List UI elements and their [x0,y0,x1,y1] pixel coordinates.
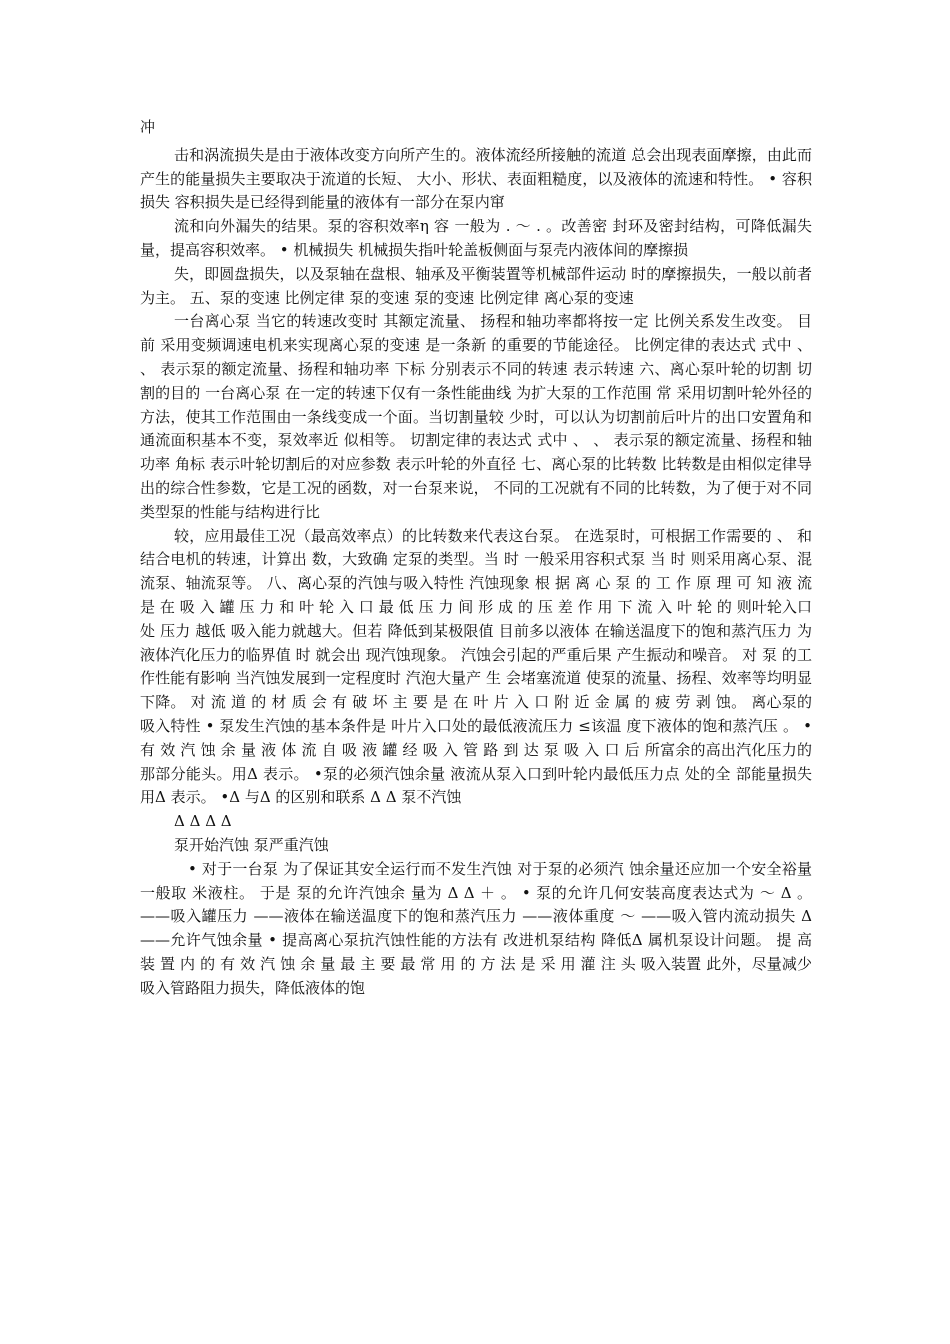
paragraph-8: 泵开始汽蚀 泵严重汽蚀 [174,835,329,854]
paragraph-9: • 对于一台泵 为了保证其安全运行而不发生汽蚀 对于泵的必须汽 蚀余量还应加一个安全裕量 一般取 米液柱。 于是 泵的允许汽蚀余 量为 Δ Δ ＋ 。 • 泵的允许几何安装高度表达式为 ～ Δ 。 ——吸入罐压力 ——液体在输送温度下的饱和蒸汽压力 ——液体重度 ～ ——吸入管内流动损失 Δ ——允许气蚀余量 • 提高离心泵抗汽蚀性能的方法有 改进机泵结构 降低Δ 属机泵设计问题。 提 高 装 置 内 的 有 效 汽 蚀 余 量 最 主 要 最 常 用 的 方 法 是 采 用 灌 注 头 吸入装置 此外，尽量减少吸入管路阻力损失，降低液体的饱 [140,859,812,997]
paragraph-4: 失，即圆盘损失，以及泵轴在盘根、轴承及平衡装置等机械部件运动 时的摩擦损失，一般以前者为主。 五、泵的变速 比例定律 泵的变速 泵的变速 比例定律 离心泵的变速 [140,264,812,307]
paragraph-2: 击和涡流损失是由于液体改变方向所产生的。液体流经所接触的流道 总会出现表面摩擦，由此而产生的能量损失主要取决于流道的长短、 大小、形状、表面粗糙度，以及液体的流速和特性。 • 容积损失 容积损失是已经得到能量的液体有一部分在泵内窜 [140,145,812,212]
document-body [140,116,812,1000]
paragraph-3: 流和向外漏失的结果。泵的容积效率η 容 一般为 . ～ . 。改善密 封环及密封结构，可降低漏失量，提高容积效率。 • 机械损失 机械损失指叶轮盖板侧面与泵壳内液体间的摩擦损 [140,217,812,259]
paragraph-6: 较，应用最佳工况（最高效率点）的比转数来代表这台泵。 在选泵时，可根据工作需要的 、 和结合电机的转速，计算出 数，大致确 定泵的类型。当 时 一般采用容积式泵 当 时 则采用离心泵、混 流泵、轴流泵等。 八、离心泵的汽蚀与吸入特性 汽蚀现象 根 据 离 心 泵 的 工 作 原 理 可 知 液 流 是 在 吸 入 罐 压 力 和 叶 轮 入 口 最 低 压 力 间 形 成 的 压 差 作 用 下 流 入 叶 轮 的 则叶轮入口处 压力 越低 吸入能力就越大。但若 降低到某极限值 目前多以液体 在输送温度下的饱和蒸汽压力 为液体汽化压力的临界值 时 就会出 现汽蚀现象。 汽蚀会引起的严重后果 产生振动和噪音。 对 泵 的工作性能有影响 当汽蚀发展到一定程度时 汽泡大量产 生 会堵塞流道 使泵的流量、扬程、效率等均明显下降。 对 流 道 的 材 质 会 有 破 坏 主 要 是 在 叶 片 入 口 附 近 金 属 的 疲 劳 剥 蚀。 离心泵的吸入特性 • 泵发生汽蚀的基本条件是 叶片入口处的最低液流压力 ≤该温 度下液体的饱和蒸汽压 。 •有 效 汽 蚀 余 量 液 体 流 自 吸 液 罐 经 吸 入 管 路 到 达 泵 吸 入 口 后 所富余的高出汽化压力的那部分能头。用Δ 表示。 •泵的必须汽蚀余量 液流从泵入口到叶轮内最低压力点 处的全 部能量损失 用Δ 表示。 •Δ 与Δ 的区别和联系 Δ Δ 泵不汽蚀 [140,526,812,807]
paragraph-5: 一台离心泵 当它的转速改变时 其额定流量、 扬程和轴功率都将按一定 比例关系发生改变。 目前 采用变频调速电机来实现离心泵的变速 是一条新 的重要的节能途径。 比例定律的表达式 式中 、 、 表示泵的额定流量、扬程和轴功率 下标 分别表示不同的转速 表示转速 六、离心泵叶轮的切割 切割的目的 一台离心泵 在一定的转速下仅有一条性能曲线 为扩大泵的工作范围 常 采用切割叶轮外径的方法，使其工作范围由一条线变成一个面。当切割量较 少时，可以认为切割前后叶片的出口安置角和通流面积基本不变，泵效率近 似相等。 切割定律的表达式 式中 、 、 表示泵的额定流量、扬程和轴功率 角标 表示叶轮切割后的对应参数 表示叶轮的外直径 七、离心泵的比转数 比转数是由相似定律导出的综合性参数，它是工况的函数，对一台泵来说， 不同的工况就有不同的比转数，为了便于对不同类型泵的性能与结构进行比 [140,312,812,521]
paragraph-1: 冲 [140,118,156,136]
paragraph-7: Δ Δ Δ Δ [174,812,232,831]
